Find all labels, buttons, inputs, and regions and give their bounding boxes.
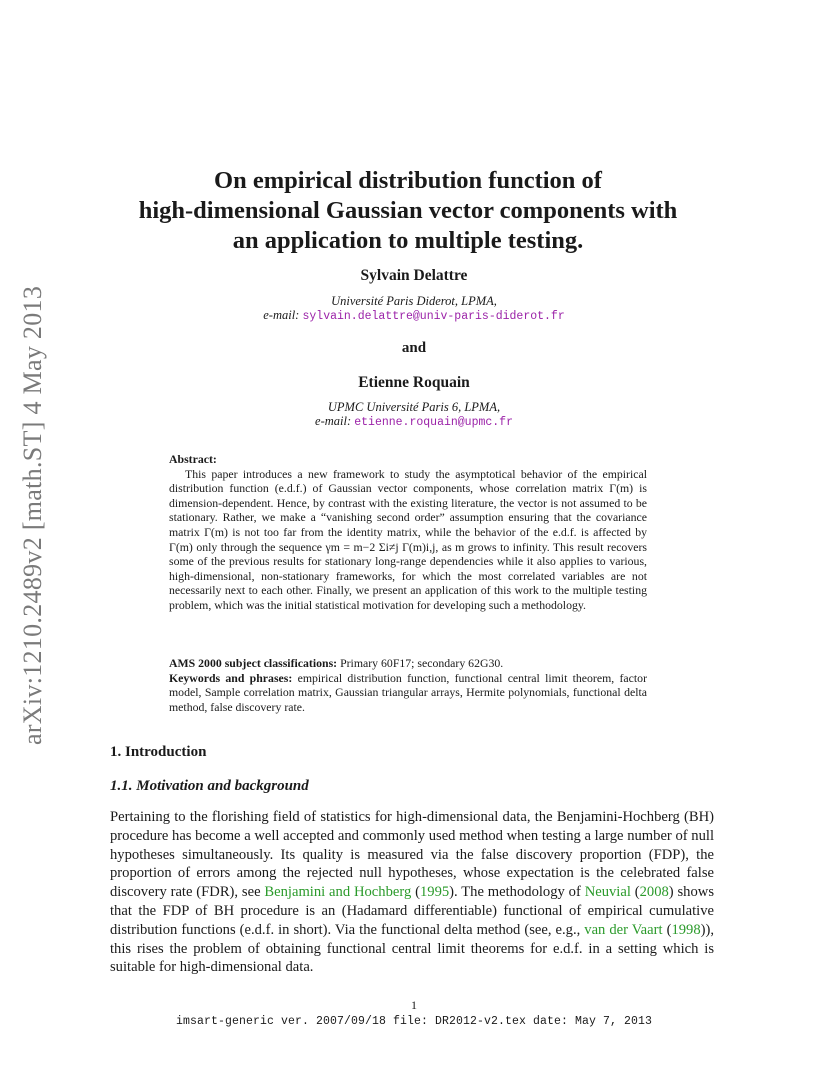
subsection-heading: 1.1. Motivation and background bbox=[110, 778, 309, 794]
author-email-link[interactable]: etienne.roquain@upmc.fr bbox=[354, 416, 513, 429]
title-line: high-dimensional Gaussian vector components with bbox=[138, 197, 678, 224]
body-text: Pertaining to the florishing field of statistics for high-dimensional data, the Benjamini-Hochberg (BH) procedure has become a well accepted and commonly used method when testing a large number of null hypotheses simultaneously. Its quality is measured via the false discovery proportion (FDP), the proportion of errors among the rejected null hypotheses, whose expectation is the celebrated false discovery rate (FDR), see bbox=[110, 809, 714, 901]
citation-year-link[interactable]: 1995 bbox=[419, 884, 450, 901]
citation-year-link[interactable]: 1998 bbox=[671, 921, 701, 938]
body-text: ). The methodology of bbox=[449, 884, 581, 901]
citation-year-link[interactable]: 2008 bbox=[639, 884, 669, 901]
author-affiliation: UPMC Université Paris 6, LPMA, bbox=[327, 400, 501, 414]
ams-classification bbox=[169, 656, 647, 671]
body-paragraph: Pertaining to the florishing field of statistics for high-dimensional data, the Benjamini-Hochberg (BH) procedure has become a well accepted and commonly used method when testing a large number of null hypotheses simultaneously. Its quality is measured via the false discovery proportion (FDP), the proportion of errors among the rejected null hypotheses, whose expectation is the celebrated false discovery rate (FDR), see Benjamini and Hochberg (1995). The methodology of Neuvial (2008) shows that the FDP of BH procedure is an (Hadamard differentiable) functional of empirical cumulative distribution functions (e.d.f. in short). Via the functional delta method (see, e.g., van der Vaart (1998)), this rises the problem of obtaining functional central limit theorems for e.d.f. in a setting which is suitable for high-dimensional data. bbox=[110, 809, 715, 976]
author-email-line bbox=[0, 308, 828, 323]
body-text: )), this rises the problem of obtaining functional central limit theorems for e.d.f. in a setting which is suitable for high-dimensional data. bbox=[110, 921, 715, 976]
author-email-line bbox=[0, 414, 828, 429]
arxiv-identifier-stamp: arXiv:1210.2489v2 [math.ST] 4 May 2013 bbox=[18, 285, 47, 745]
title-line: an application to multiple testing. bbox=[232, 227, 584, 254]
abstract-text: This paper introduces a new framework to study the asymptotical behavior of the empirical distribution function (e.d.f.) of Gaussian vector components, whose correlation matrix Γ(m) is dimension-dependent. Hence, by contrast with the existing literature, the vector is not assumed to be stationary. Rather, we make a “vanishing second order” assumption ensuring that the covariance matrix Γ(m) is not too far from the identity matrix, while the behavior of the e.d.f. is affected by Γ(m) only through the sequence γm = m−2 Σi≠j Γ(m)i,j, as m grows to infinity. This result recovers some of the previous results for stationary long-range dependencies while it also applies to various, high-dimensional, non-stationary frameworks, for which the most correlated variables are not necessarily next to each other. Finally, we present an application of this work to the multiple testing problem, which was the initial statistical motivation for developing such a methodology. bbox=[169, 466, 647, 612]
ams-label: AMS 2000 subject classifications: bbox=[169, 656, 338, 670]
paper-title bbox=[100, 166, 716, 256]
keywords bbox=[169, 671, 647, 715]
section-heading: 1. Introduction bbox=[110, 744, 207, 760]
classification-block bbox=[169, 656, 647, 714]
abstract bbox=[169, 452, 647, 613]
abstract-heading: Abstract: bbox=[169, 452, 217, 466]
citation-link[interactable]: van der Vaart bbox=[584, 921, 663, 938]
author-affiliation: Université Paris Diderot, LPMA, bbox=[331, 294, 497, 308]
body-text: ) shows that the FDP of BH procedure is an (Hadamard differentiable) functional of empirical cumulative distribution functions (e.d.f. in short). Via the functional delta method (see, e.g., bbox=[110, 884, 714, 938]
page-footer: imsart-generic ver. 2007/09/18 file: DR2012-v2.tex date: May 7, 2013 bbox=[175, 1015, 653, 1028]
keywords-label: Keywords and phrases: bbox=[169, 670, 293, 685]
author-name: Sylvain Delattre bbox=[360, 267, 468, 284]
citation-link[interactable]: Benjamini and Hochberg bbox=[264, 884, 412, 901]
ams-text: Primary 60F17; secondary 62G30. bbox=[340, 656, 504, 670]
page-number: 1 bbox=[411, 998, 417, 1012]
title-line: On empirical distribution function of bbox=[214, 167, 602, 194]
author-separator: and bbox=[401, 340, 427, 356]
citation-link[interactable]: Neuvial bbox=[584, 884, 631, 901]
author-name: Etienne Roquain bbox=[358, 374, 470, 391]
author-email-link[interactable]: sylvain.delattre@univ-paris-diderot.fr bbox=[302, 310, 565, 323]
email-label: e-mail: bbox=[263, 308, 300, 322]
email-label: e-mail: bbox=[315, 414, 352, 428]
keywords-text: empirical distribution function, functional central limit theorem, factor model, Sample correlation matrix, Gaussian triangular arrays, Hermite polynomials, functional delta method, false discovery rate. bbox=[169, 670, 648, 714]
